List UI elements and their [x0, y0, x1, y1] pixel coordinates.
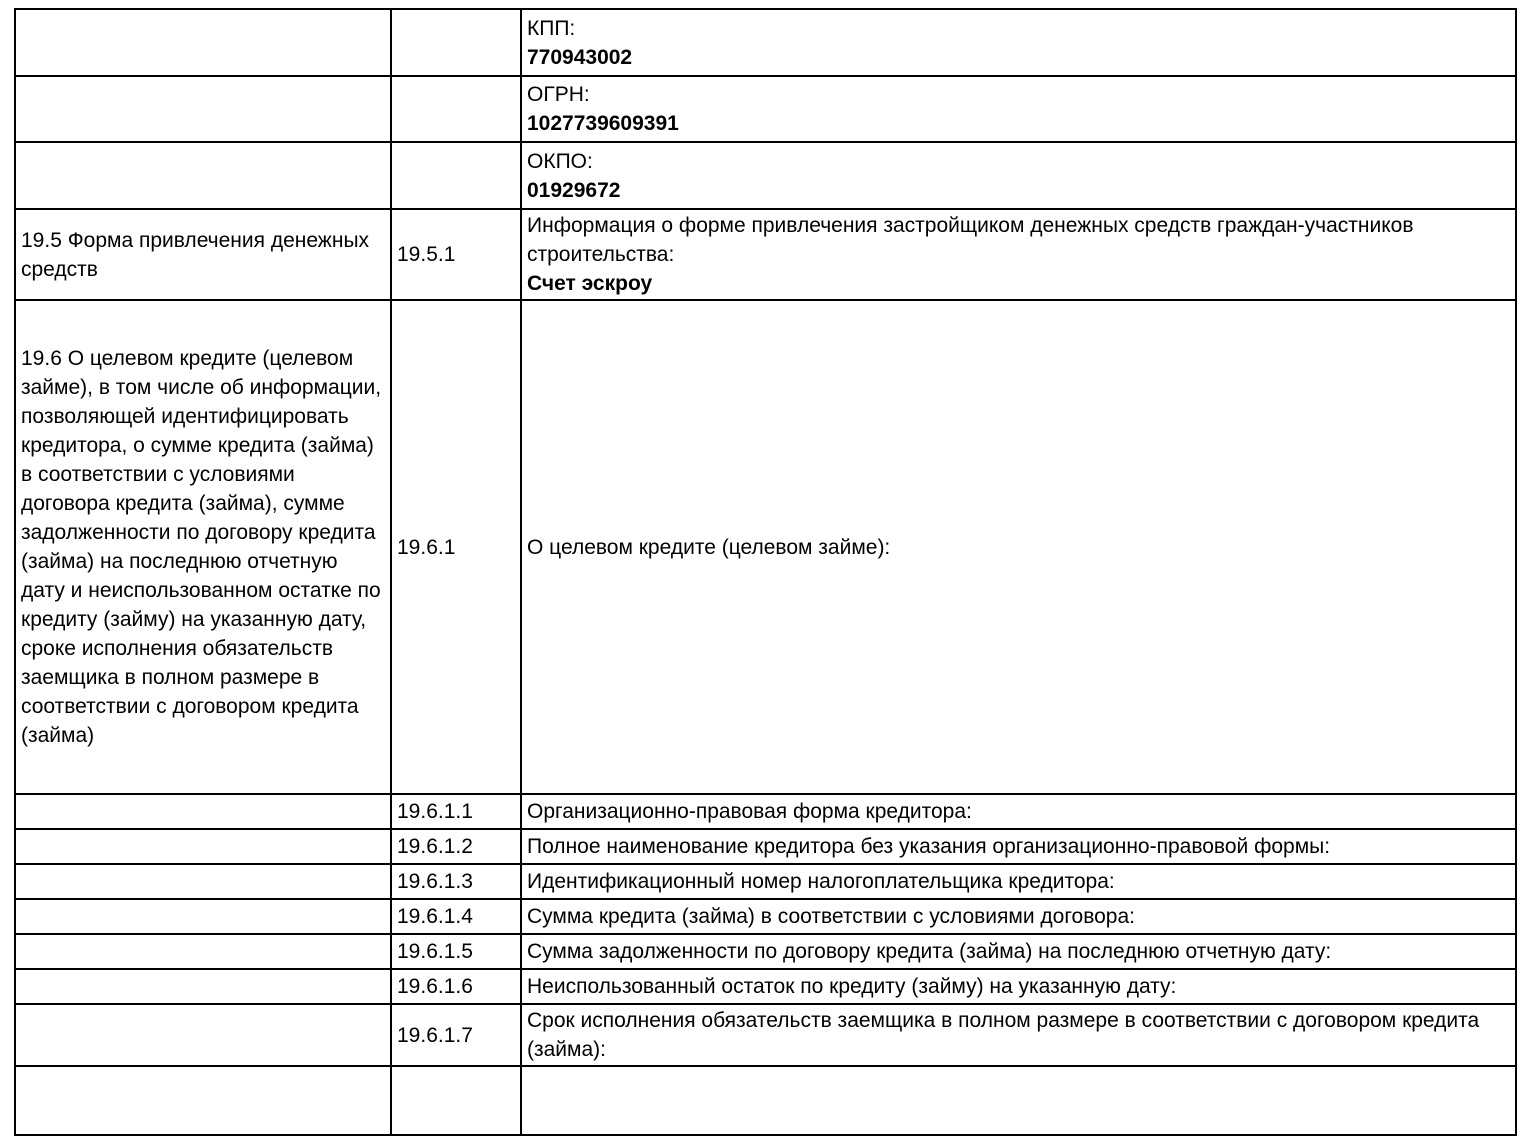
section-cell: [15, 1004, 391, 1066]
content-label: Информация о форме привлечения застройщиком денежных средств граждан-участников строительства:: [527, 214, 1414, 266]
content-label: Организационно-правовая форма кредитора:: [527, 800, 972, 823]
code-text: 19.6.1.6: [397, 975, 473, 998]
code-cell: [391, 794, 521, 829]
content-label: КПП:: [527, 16, 576, 40]
table-row: [15, 934, 1516, 969]
table-row: [15, 829, 1516, 864]
section-text: 19.5 Форма привлечения денежных средств: [21, 228, 370, 281]
content-cell: [521, 76, 1516, 142]
section-cell: [15, 829, 391, 864]
table-row: [15, 76, 1516, 142]
table-row: [15, 9, 1516, 76]
content-label: Идентификационный номер налогоплательщика кредитора:: [527, 870, 1115, 893]
section-cell: [15, 142, 391, 209]
code-text: 19.5.1: [397, 243, 456, 266]
content-cell: [521, 934, 1516, 969]
code-cell: [391, 142, 521, 209]
table-row: [15, 899, 1516, 934]
code-text: 19.6.1.2: [397, 835, 473, 858]
code-cell: [391, 9, 521, 76]
table-row: [15, 142, 1516, 209]
table-row: [15, 1066, 1516, 1135]
table-row: [15, 1004, 1516, 1066]
content-label: Неиспользованный остаток по кредиту (займу) на указанную дату:: [527, 975, 1177, 998]
code-text: 19.6.1.1: [397, 800, 473, 823]
code-text: 19.6.1.4: [397, 905, 473, 928]
code-cell: [391, 899, 521, 934]
table-row: [15, 969, 1516, 1004]
content-cell: [521, 9, 1516, 76]
content-label: Полное наименование кредитора без указания организационно-правовой формы:: [527, 835, 1331, 858]
code-cell: [391, 300, 521, 794]
content-label: Срок исполнения обязательств заемщика в полном размере в соответствии с договором кредита (займа):: [527, 1009, 1480, 1061]
table-row: [15, 300, 1516, 794]
section-cell: [15, 1066, 391, 1135]
content-cell: [521, 1066, 1516, 1135]
content-value: Счет эскроу: [527, 272, 653, 295]
section-cell: [15, 9, 391, 76]
section-text: 19.6 О целевом кредите (целевом займе), в том числе об информации, позволяющей идентифицировать кредитора, о сумме кредита (займа) в соответствии с условиями договора кредита (займа), сумме задолженности по договору кредита (займа) на последнюю отчетную дату и неиспользованном остатке по кредиту (займу) на указанную дату, сроке исполнения обязательств заемщика в полном размере в соответствии с договором кредита (займа): [21, 347, 382, 747]
section-cell: [15, 934, 391, 969]
content-value: 1027739609391: [527, 112, 679, 135]
table-row: [15, 794, 1516, 829]
section-cell: [15, 969, 391, 1004]
content-cell: [521, 829, 1516, 864]
code-cell: [391, 1066, 521, 1135]
section-cell: [15, 864, 391, 899]
section-cell: [15, 794, 391, 829]
content-cell: [521, 300, 1516, 794]
content-label: ОГРН:: [527, 83, 590, 106]
code-cell: [391, 969, 521, 1004]
code-text: 19.6.1.5: [397, 940, 473, 963]
section-cell: [15, 76, 391, 142]
content-label: ОКПО:: [527, 149, 593, 173]
code-text: 19.6.1.3: [397, 870, 473, 893]
section-cell: [15, 209, 391, 300]
code-cell: [391, 76, 521, 142]
code-cell: [391, 934, 521, 969]
table-row: [15, 209, 1516, 300]
content-cell: [521, 969, 1516, 1004]
content-cell: [521, 1004, 1516, 1066]
content-label: Сумма кредита (займа) в соответствии с условиями договора:: [527, 905, 1135, 928]
code-cell: [391, 829, 521, 864]
content-value: 01929672: [527, 178, 621, 202]
code-text: 19.6.1: [397, 535, 456, 559]
code-cell: [391, 1004, 521, 1066]
code-cell: [391, 864, 521, 899]
disclosure-table: [14, 8, 1517, 1136]
content-cell: [521, 794, 1516, 829]
content-label: О целевом кредите (целевом займе):: [527, 535, 891, 559]
code-text: 19.6.1.7: [397, 1023, 473, 1047]
content-cell: [521, 142, 1516, 209]
content-cell: [521, 899, 1516, 934]
content-cell: [521, 864, 1516, 899]
code-cell: [391, 209, 521, 300]
section-cell: [15, 300, 391, 794]
content-label: Сумма задолженности по договору кредита (займа) на последнюю отчетную дату:: [527, 940, 1332, 963]
content-value: 770943002: [527, 45, 633, 69]
content-cell: [521, 209, 1516, 300]
table-row: [15, 864, 1516, 899]
section-cell: [15, 899, 391, 934]
